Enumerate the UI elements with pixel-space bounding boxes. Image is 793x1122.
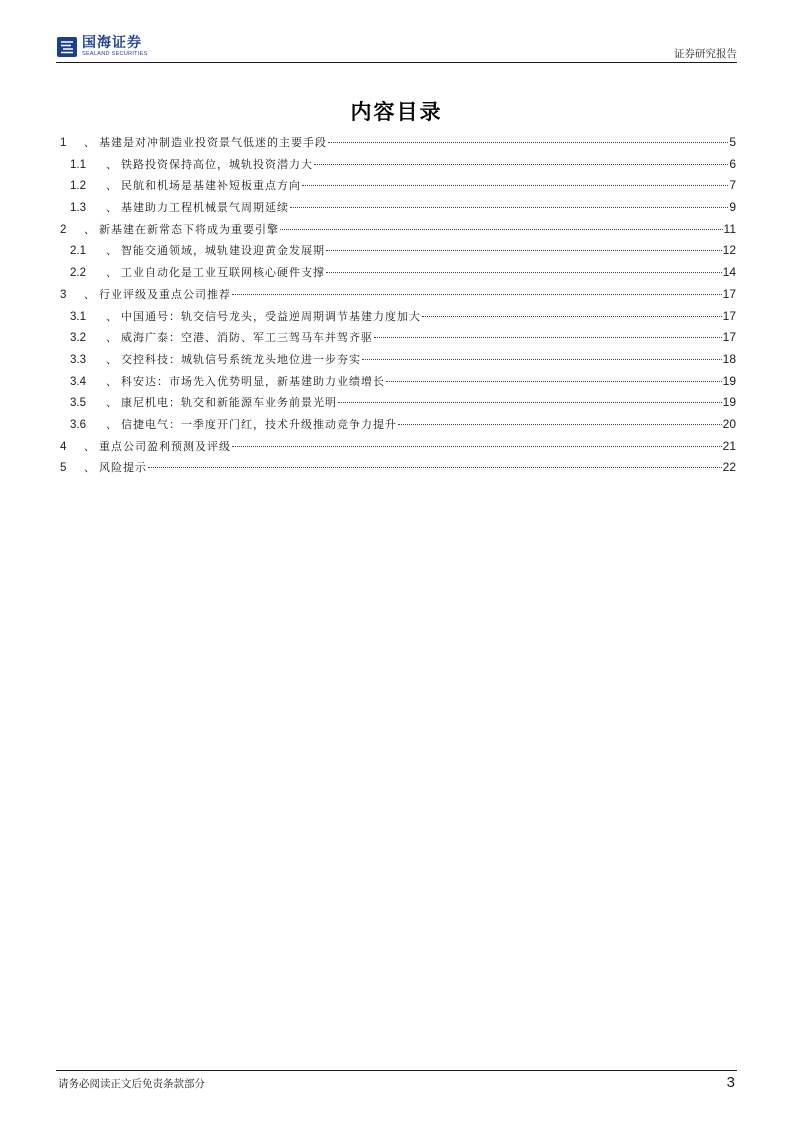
toc-entry-separator: 、: [84, 287, 95, 301]
toc-leader-dots: [326, 272, 722, 273]
toc-entry-title: 铁路投资保持高位，城轨投资潜力大: [121, 157, 313, 171]
toc-entry-page: 12: [722, 243, 736, 258]
toc-entry-title: 交控科技：城轨信号系统龙头地位进一步夯实: [121, 352, 361, 366]
logo-chinese-name: 国海证券: [82, 35, 142, 52]
toc-entry-separator: 、: [84, 461, 95, 475]
toc-title: 内容目录: [350, 100, 443, 124]
toc-entry-number: 3: [60, 288, 67, 301]
toc-entry[interactable]: [60, 438, 736, 460]
toc-entry-separator: 、: [106, 374, 117, 388]
toc-entry-title: 基建助力工程机械景气周期延续: [121, 201, 289, 215]
table-of-contents: [60, 134, 736, 481]
toc-entry-page: 19: [722, 373, 736, 388]
toc-entry-separator: 、: [106, 331, 117, 345]
toc-entry[interactable]: [60, 394, 736, 416]
toc-leader-dots: [326, 250, 722, 251]
toc-entry-page: 19: [722, 395, 736, 410]
toc-entry[interactable]: [60, 242, 736, 264]
toc-entry-number: 1: [60, 137, 67, 149]
toc-entry-title: 风险提示: [99, 461, 147, 475]
toc-entry-title: 基建是对冲制造业投资景气低迷的主要手段: [99, 136, 327, 149]
toc-entry-number: 3.2: [70, 332, 86, 345]
toc-leader-dots: [280, 229, 723, 230]
toc-entry-separator: 、: [106, 157, 117, 171]
toc-entry-separator: 、: [106, 417, 117, 431]
toc-entry-number: 1.2: [70, 180, 86, 193]
toc-entry-number: 4: [60, 440, 67, 453]
toc-entry-number: 2.1: [70, 245, 86, 258]
toc-leader-dots: [386, 381, 722, 382]
sealand-logo-icon: [56, 36, 78, 58]
toc-entry-page: 17: [722, 308, 736, 323]
toc-entry-separator: 、: [84, 439, 95, 453]
toc-entry-separator: 、: [84, 222, 95, 236]
toc-entry-separator: 、: [106, 201, 117, 215]
toc-entry[interactable]: [60, 351, 736, 373]
toc-leader-dots: [398, 424, 722, 425]
toc-entry-number: 2: [60, 223, 67, 236]
company-logo: [56, 36, 148, 58]
toc-entry[interactable]: [60, 459, 736, 481]
toc-entry-number: 2.2: [70, 267, 86, 280]
toc-entry-page: 5: [729, 135, 736, 149]
toc-entry-title: 重点公司盈利预测及评级: [99, 439, 231, 453]
toc-entry-number: 3.6: [70, 418, 86, 431]
toc-leader-dots: [338, 402, 722, 403]
toc-entry[interactable]: [60, 373, 736, 395]
toc-entry-page: 14: [722, 265, 736, 280]
toc-leader-dots: [232, 446, 722, 447]
toc-entry-separator: 、: [106, 266, 117, 280]
toc-leader-dots: [314, 164, 728, 165]
toc-entry-page: 22: [722, 460, 736, 475]
toc-entry-title: 中国通号：轨交信号龙头，受益逆周期调节基建力度加大: [121, 309, 421, 323]
toc-entry-page: 6: [729, 156, 736, 171]
toc-entry-title: 威海广泰：空港、消防、军工三驾马车并驾齐驱: [121, 331, 373, 345]
toc-entry-title: 康尼机电：轨交和新能源车业务前景光明: [121, 396, 337, 410]
toc-entry-separator: 、: [106, 244, 117, 258]
toc-entry[interactable]: [60, 221, 736, 243]
toc-leader-dots: [290, 207, 728, 208]
toc-entry-number: 1.1: [70, 158, 86, 171]
toc-entry[interactable]: [60, 329, 736, 351]
toc-entry-number: 3.3: [70, 353, 86, 366]
toc-leader-dots: [328, 142, 728, 143]
toc-entry[interactable]: [60, 264, 736, 286]
toc-entry-title: 行业评级及重点公司推荐: [99, 287, 231, 301]
toc-leader-dots: [362, 359, 722, 360]
toc-entry-title: 新基建在新常态下将成为重要引擎: [99, 222, 279, 236]
toc-entry[interactable]: [60, 416, 736, 438]
toc-entry-title: 智能交通领域，城轨建设迎黄金发展期: [121, 244, 325, 258]
toc-entry-title: 工业自动化是工业互联网核心硬件支撑: [121, 266, 325, 280]
toc-entry-page: 17: [722, 286, 736, 301]
page-header: [56, 34, 737, 64]
page-number: 3: [726, 1074, 735, 1091]
toc-entry-title: 信捷电气：一季度开门红，技术升级推动竞争力提升: [121, 417, 397, 431]
toc-entry-separator: 、: [106, 309, 117, 323]
toc-entry-separator: 、: [106, 352, 117, 366]
toc-leader-dots: [148, 467, 722, 468]
toc-entry-number: 3.4: [70, 375, 86, 388]
toc-entry-number: 1.3: [70, 202, 86, 215]
toc-entry-page: 21: [722, 438, 736, 453]
report-type-label: 证券研究报告: [674, 48, 737, 60]
toc-entry-page: 20: [722, 416, 736, 431]
toc-entry[interactable]: [60, 156, 736, 178]
toc-entry-number: 3.1: [70, 310, 86, 323]
header-divider: [56, 62, 737, 63]
toc-entry-separator: 、: [106, 179, 117, 193]
toc-entry-separator: 、: [84, 136, 95, 149]
toc-entry[interactable]: [60, 286, 736, 308]
toc-leader-dots: [422, 316, 722, 317]
toc-entry-page: 9: [729, 200, 736, 215]
toc-entry-page: 18: [722, 351, 736, 366]
toc-entry[interactable]: [60, 134, 736, 156]
toc-leader-dots: [232, 294, 722, 295]
toc-entry[interactable]: [60, 308, 736, 330]
toc-entry-title: 民航和机场是基建补短板重点方向: [121, 179, 301, 193]
toc-entry-number: 3.5: [70, 397, 86, 410]
toc-entry-title: 科安达：市场先入优势明显，新基建助力业绩增长: [121, 374, 385, 388]
footer-divider: [56, 1070, 737, 1071]
toc-entry-page: 17: [722, 330, 736, 345]
toc-entry-separator: 、: [106, 396, 117, 410]
footer-disclaimer: 请务必阅读正文后免责条款部分: [58, 1078, 205, 1090]
toc-entry-page: 11: [723, 221, 736, 236]
toc-entry[interactable]: [60, 177, 736, 199]
toc-entry-number: 5: [60, 462, 67, 475]
toc-entry[interactable]: [60, 199, 736, 221]
toc-leader-dots: [374, 337, 722, 338]
toc-entry-page: 7: [729, 178, 736, 193]
logo-english-name: SEALAND SECURITIES: [82, 51, 148, 58]
toc-leader-dots: [302, 185, 728, 186]
